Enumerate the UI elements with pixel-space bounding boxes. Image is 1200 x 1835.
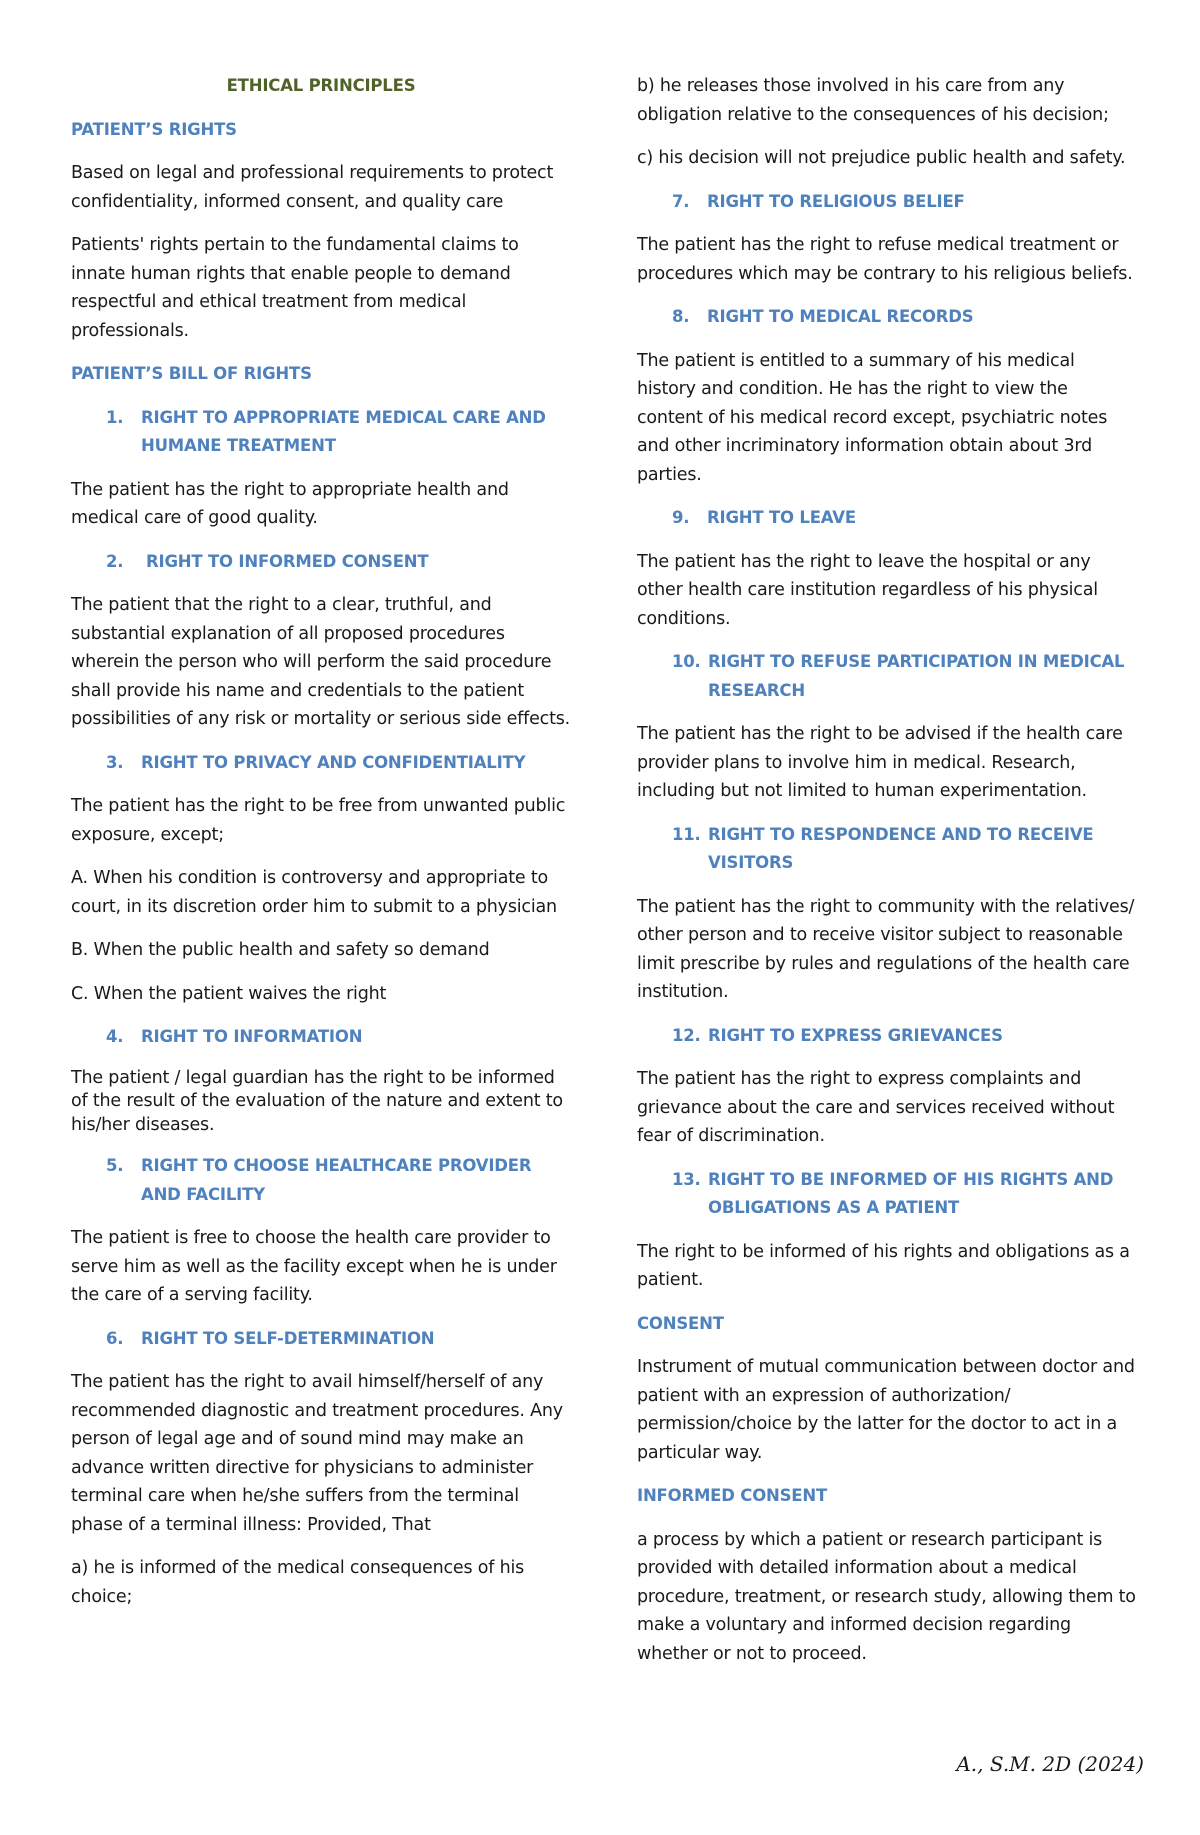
right-4-number: 4. bbox=[106, 1027, 124, 1046]
rights-definition-paragraph: Based on legal and professional requirements to protect confidentiality, informed consent, and quality care bbox=[71, 163, 554, 212]
right-6-text: The patient has the right to avail himself/herself of any recommended diagnostic and treatment procedures. Any person of legal age and of sound mind may make an advance written directive for physicians to administer terminal care when he/she suffers from the terminal phase of a terminal illness: Provided, That bbox=[71, 1372, 563, 1535]
right-7-text: The patient has the right to refuse medical treatment or procedures which may be contrary to his religious beliefs. bbox=[637, 235, 1133, 284]
right-11-number: 11. bbox=[672, 824, 701, 844]
author-signature: A., S.M. 2D (2024) bbox=[956, 1752, 1144, 1776]
right-column bbox=[637, 72, 1137, 1683]
right-7-heading bbox=[672, 188, 1137, 217]
informed-consent-text: a process by which a patient or research participant is provided with detailed information about a medical procedure, treatment, or research study, allowing them to make a voluntary and informed decision regarding whether or not to proceed. bbox=[637, 1529, 1136, 1664]
right-4-text: The patient / legal guardian has the right to be informed of the result of the evaluation of the nature and extent to his/her diseases. bbox=[71, 1067, 563, 1135]
right-1-text: The patient has the right to appropriate health and medical care of good quality. bbox=[71, 479, 509, 528]
consent-heading: CONSENT bbox=[637, 1313, 724, 1333]
right-9-title: RIGHT TO LEAVE bbox=[707, 508, 856, 527]
right-5-number: 5. bbox=[106, 1156, 124, 1175]
right-3-title: RIGHT TO PRIVACY AND CONFIDENTIALITY bbox=[141, 752, 526, 772]
right-6-number: 6. bbox=[106, 1328, 124, 1348]
right-12-title: RIGHT TO EXPRESS GRIEVANCES bbox=[708, 1025, 1003, 1045]
right-11-title: RIGHT TO RESPONDENCE AND TO RECEIVE VISITORS bbox=[708, 824, 1094, 872]
right-1-title: RIGHT TO APPROPRIATE MEDICAL CARE AND HUMANE TREATMENT bbox=[141, 407, 546, 455]
bill-of-rights-heading: PATIENT’S BILL OF RIGHTS bbox=[71, 364, 312, 383]
right-3-text: The patient has the right to be free from unwanted public exposure, except; bbox=[71, 796, 566, 845]
right-13-title: RIGHT TO BE INFORMED OF HIS RIGHTS AND OBLIGATIONS AS A PATIENT bbox=[708, 1169, 1114, 1217]
right-10-title: RIGHT TO REFUSE PARTICIPATION IN MEDICAL RESEARCH bbox=[708, 652, 1125, 700]
right-3-exception-b: B. When the public health and safety so demand bbox=[71, 940, 490, 960]
right-5-heading bbox=[106, 1152, 571, 1209]
right-8-number: 8. bbox=[672, 307, 690, 326]
right-2-number: 2. bbox=[106, 551, 124, 571]
right-8-text: The patient is entitled to a summary of his medical history and condition. He has the right to view the content of his medical record except, psychiatric notes and other incriminatory information obtain about 3rd parties. bbox=[637, 350, 1108, 485]
document-title: ETHICAL PRINCIPLES bbox=[226, 76, 416, 95]
right-13-heading bbox=[672, 1166, 1137, 1223]
right-13-text: The right to be informed of his rights and obligations as a patient. bbox=[637, 1241, 1130, 1290]
right-9-text: The patient has the right to leave the hospital or any other health care institution regardless of his physical conditions. bbox=[637, 551, 1098, 629]
right-8-title: RIGHT TO MEDICAL RECORDS bbox=[707, 307, 974, 326]
right-9-heading bbox=[672, 504, 1137, 533]
right-2-title: RIGHT TO INFORMED CONSENT bbox=[146, 551, 429, 571]
right-1-heading bbox=[106, 404, 571, 461]
right-7-title: RIGHT TO RELIGIOUS BELIEF bbox=[707, 191, 965, 211]
right-10-number: 10. bbox=[672, 652, 701, 671]
right-7-number: 7. bbox=[672, 191, 690, 211]
right-8-heading bbox=[672, 303, 1137, 332]
informed-consent-heading: INFORMED CONSENT bbox=[637, 1486, 828, 1505]
right-4-heading bbox=[106, 1023, 571, 1052]
right-5-text: The patient is free to choose the health care provider to serve him as well as the facility except when he is under the care of a serving facility. bbox=[71, 1228, 557, 1305]
right-4-title: RIGHT TO INFORMATION bbox=[141, 1027, 363, 1046]
left-column bbox=[71, 72, 571, 1626]
right-11-heading bbox=[672, 821, 1137, 878]
right-10-heading bbox=[672, 648, 1137, 705]
right-12-number: 12. bbox=[672, 1025, 701, 1045]
patients-rights-heading: PATIENT’S RIGHTS bbox=[71, 119, 237, 139]
right-6-title: RIGHT TO SELF-DETERMINATION bbox=[141, 1328, 435, 1348]
right-1-number: 1. bbox=[106, 407, 124, 427]
right-6-condition-c: c) his decision will not prejudice public health and safety. bbox=[637, 148, 1126, 168]
right-6-condition-a: a) he is informed of the medical consequences of his choice; bbox=[71, 1558, 525, 1607]
right-3-heading bbox=[106, 749, 571, 778]
right-6-condition-b: b) he releases those involved in his care from any obligation relative to the consequences of his decision; bbox=[637, 76, 1109, 125]
right-13-number: 13. bbox=[672, 1169, 701, 1189]
consent-text: Instrument of mutual communication between doctor and patient with an expression of authorization/ permission/choice by the latter for the doctor to act in a particular way. bbox=[637, 1357, 1135, 1463]
right-2-text: The patient that the right to a clear, truthful, and substantial explanation of all proposed procedures wherein the person who will perform the said procedure shall provide his name and credentials to the patient possibilities of any risk or mortality or serious side effects. bbox=[71, 595, 571, 729]
right-2-heading bbox=[106, 548, 571, 577]
right-3-exception-a: A. When his condition is controversy and appropriate to court, in its discretion order him to submit to a physician bbox=[71, 868, 557, 917]
right-3-exception-c: C. When the patient waives the right bbox=[71, 983, 387, 1004]
right-12-text: The patient has the right to express complaints and grievance about the care and services received without fear of discrimination. bbox=[637, 1069, 1115, 1146]
right-12-heading bbox=[672, 1022, 1137, 1051]
right-9-number: 9. bbox=[672, 508, 690, 527]
right-3-number: 3. bbox=[106, 752, 124, 772]
right-11-text: The patient has the right to community with the relatives/ other person and to receive visitor subject to reasonable limit prescribe by rules and regulations of the health care institution. bbox=[637, 896, 1135, 1002]
right-5-title: RIGHT TO CHOOSE HEALTHCARE PROVIDER AND FACILITY bbox=[141, 1156, 532, 1204]
rights-description-paragraph: Patients' rights pertain to the fundamental claims to innate human rights that enable people to demand respectful and ethical treatment from medical professionals. bbox=[71, 235, 519, 341]
right-10-text: The patient has the right to be advised if the health care provider plans to involve him in medical. Research, including but not limited to human experimentation. bbox=[637, 724, 1123, 801]
right-6-heading bbox=[106, 1325, 571, 1354]
